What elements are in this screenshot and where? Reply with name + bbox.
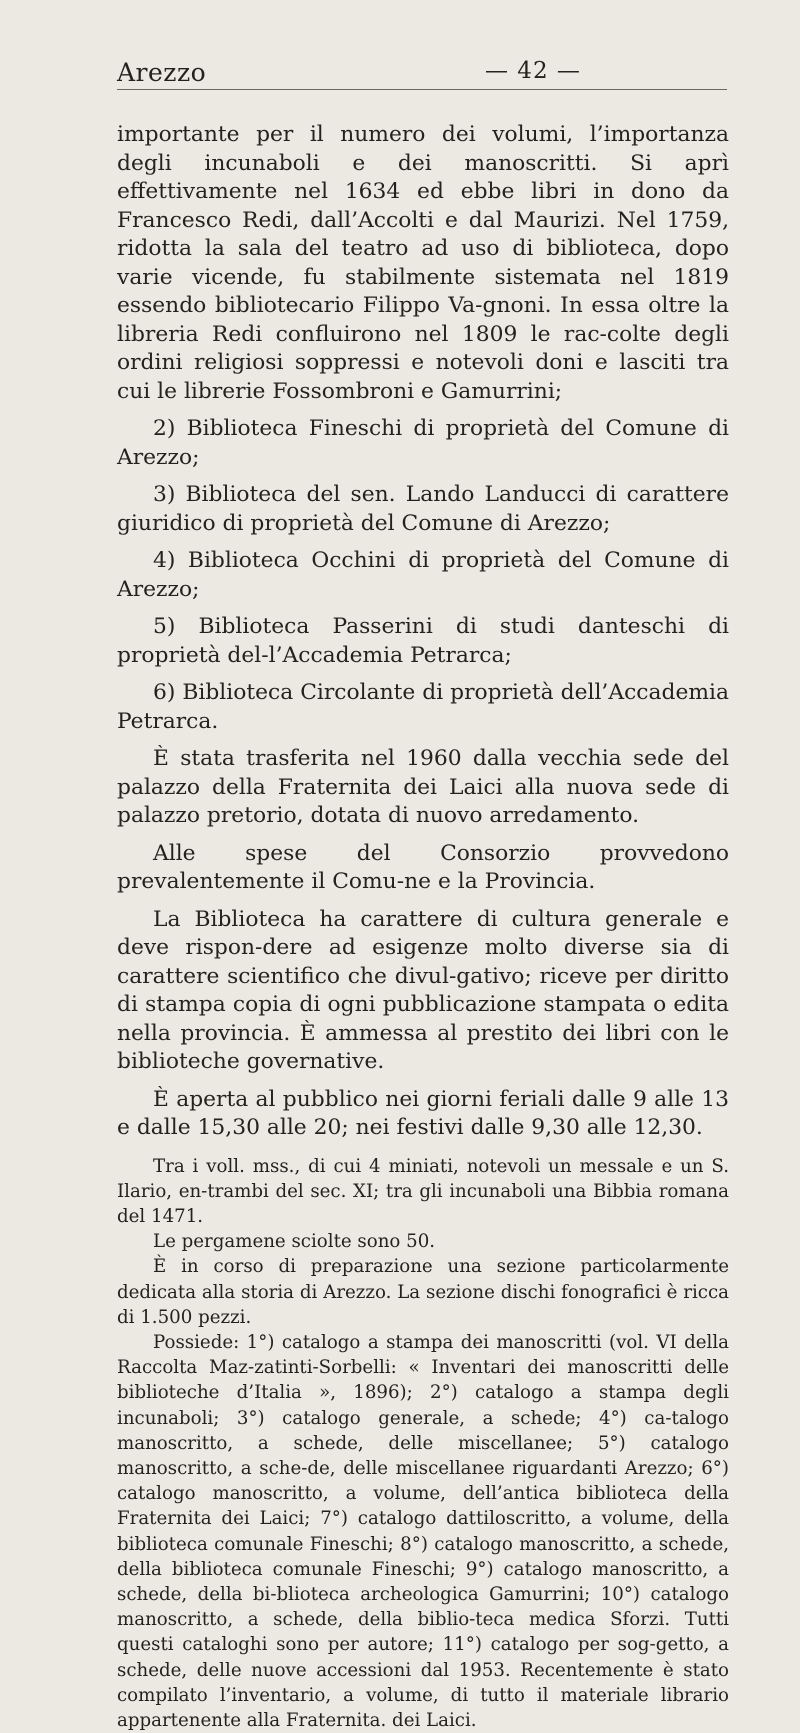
page-body [117,121,729,1733]
paragraph-parchments: Le pergamene sciolte sono 50. [117,1229,729,1254]
paragraph-funding: Alle spese del Consorzio provvedono prevalentemente il Comu-ne e la Provincia. [117,840,729,897]
paragraph-relocation: È stata trasferita nel 1960 dalla vecchia sede del palazzo della Fraternita dei Laici alla nuova sede di palazzo pretorio, dotata di nuovo arredamento. [117,745,729,831]
paragraph-opening-hours: È aperta al pubblico nei giorni feriali dalle 9 alle 13 e dalle 15,30 alle 20; nei festivi dalle 9,30 alle 12,30. [117,1086,729,1143]
paragraph-manuscripts: Tra i voll. mss., di cui 4 miniati, notevoli un messale e un S. Ilario, en-trambi del sec. XI; tra gli incunaboli una Bibbia romana del 1471. [117,1154,729,1230]
running-header [117,58,727,92]
paragraph-character: La Biblioteca ha carattere di cultura generale e deve rispon-dere ad esigenze molto diverse sia di carattere scientifico che divul-gativo; riceve per diritto di stampa copia di ogni pubblicazione stampata o edita nella provincia. È ammessa al prestito dei libri con le biblioteche governative. [117,906,729,1077]
paragraph-arezzo-section: È in corso di preparazione una sezione particolarmente dedicata alla storia di Arezzo. La sezione dischi fonografici è ricca di 1.500 pezzi. [117,1254,729,1330]
paragraph-catalogues: Possiede: 1°) catalogo a stampa dei manoscritti (vol. VI della Raccolta Maz-zatinti-Sorbelli: « Inventari dei manoscritti delle biblioteche d’Italia », 1896); 2°) catalogo a stampa degli incunaboli; 3°) catalogo generale, a schede; 4°) ca-talogo manoscritto, a schede, delle miscellanee; 5°) catalogo manoscritto, a sche-de, delle miscellanee riguardanti Arezzo; 6°) catalogo manoscritto, a volume, dell’antica biblioteca della Fraternita dei Laici; 7°) catalogo dattiloscritto, a volume, della biblioteca comunale Fineschi; 8°) catalogo manoscritto, a schede, della biblioteca comunale Fineschi; 9°) catalogo manoscritto, a schede, della bi-blioteca archeologica Gamurrini; 10°) catalogo manoscritto, a schede, della biblio-teca medica Sforzi. Tutti questi cataloghi sono per autore; 11°) catalogo per sog-getto, a schede, delle nuove accessioni dal 1953. Recentemente è stato compilato l’inventario, a volume, di tutto il materiale librario appartenente alla Fraternita. dei Laici. [117,1330,729,1733]
main-text [117,121,729,1143]
header-rule [117,89,727,90]
page-number: — 42 — [485,58,581,84]
list-item-biblioteca-occhini: 4) Biblioteca Occhini di proprietà del Comune di Arezzo; [117,547,729,604]
list-item-biblioteca-landucci: 3) Biblioteca del sen. Lando Landucci di carattere giuridico di proprietà del Comune di Arezzo; [117,481,729,538]
list-item-biblioteca-fineschi: 2) Biblioteca Fineschi di proprietà del Comune di Arezzo; [117,415,729,472]
notes-text [117,1154,729,1733]
list-item-biblioteca-passerini: 5) Biblioteca Passerini di studi danteschi di proprietà del-l’Accademia Petrarca; [117,613,729,670]
running-header-place: Arezzo [117,58,206,87]
paragraph-library-history: importante per il numero dei volumi, l’importanza degli incunaboli e dei manoscritti. Si aprì effettivamente nel 1634 ed ebbe libri in dono da Francesco Redi, dall’Accolti e dal Maurizi. Nel 1759, ridotta la sala del teatro ad uso di biblioteca, dopo varie vicende, fu stabilmente sistemata nel 1819 essendo bibliotecario Filippo Va-gnoni. In essa oltre la libreria Redi confluirono nel 1809 le rac-colte degli ordini religiosi soppressi e notevoli doni e lasciti tra cui le librerie Fossombroni e Gamurrini; [117,121,729,406]
list-item-biblioteca-circolante: 6) Biblioteca Circolante di proprietà dell’Accademia Petrarca. [117,679,729,736]
